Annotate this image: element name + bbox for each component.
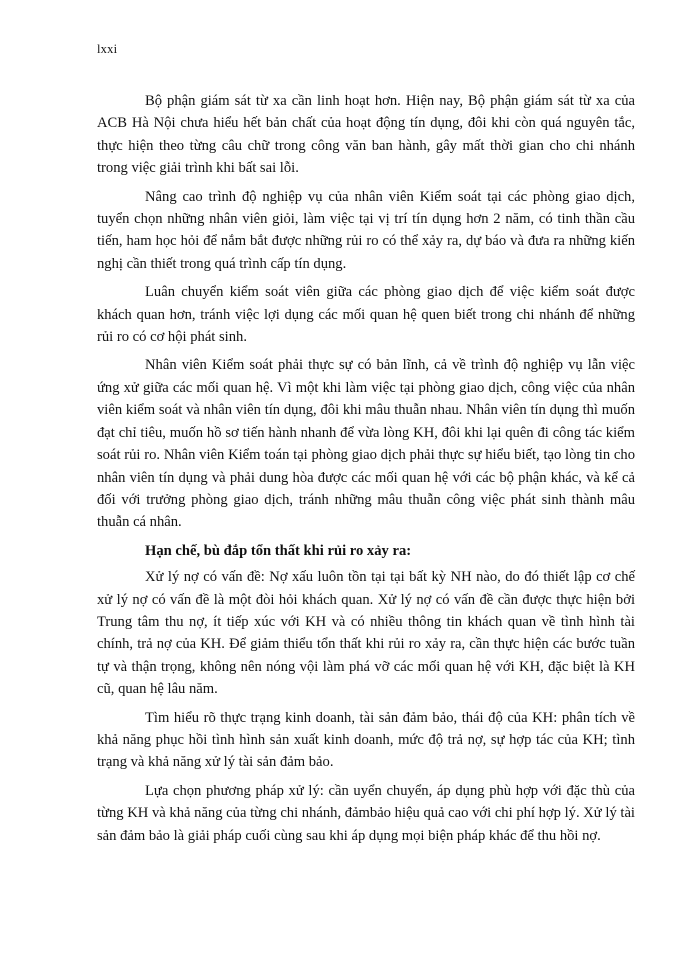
paragraph-choose-method: Lựa chọn phương pháp xử lý: cần uyển chuyển, áp dụng phù hợp với đặc thù của từng KH và khả năng của từng chi nhánh, đảmbảo hiệu quả cao với chi phí hợp lý. Xử lý tài sản đảm bảo là giải pháp cuối cùng sau khi áp dụng mọi biện pháp khác để thu hồi nợ. xyxy=(97,782,635,844)
page-number: lxxi xyxy=(97,42,118,56)
paragraph-problem-debt-handling: Xử lý nợ có vấn đề: Nợ xấu luôn tồn tại tại bất kỳ NH nào, do đó thiết lập cơ chế xử lý nợ có vấn đề là một đòi hỏi khách quan. Xử lý nợ có vấn đề cần được thực hiện bởi Trung tâm thu nợ, ít tiếp xúc với KH và có nhiều thông tin khách quan về tình hình tài chính, trả nợ của KH. Để giảm thiểu tổn thất khi rủi ro xảy ra, cần thực hiện các bước tuần tự và thận trọng, không nên nóng vội làm phá vỡ các mối quan hệ với KH, đặc biệt là KH cũ, quan hệ lâu năm. xyxy=(97,569,635,698)
paragraph-remote-supervision: Bộ phận giám sát từ xa cần linh hoạt hơn. Hiện nay, Bộ phận giám sát từ xa của ACB Hà Nội chưa hiểu hết bản chất của hoạt động tín dụng, đôi khi còn quá nguyên tắc, thực hiện theo từng câu chữ trong công văn ban hành, gây mất thời gian cho chi nhánh trong việc giải trình khi bất sai lỗi. xyxy=(97,93,635,177)
paragraph-rotate-controllers: Luân chuyển kiểm soát viên giữa các phòng giao dịch để việc kiểm soát được khách quan hơn, tránh việc lợi dụng các mối quan hệ quen biết trong chi nhánh để những rủi ro có cơ hội phát sinh. xyxy=(97,284,635,346)
page-content xyxy=(97,90,635,853)
paragraph-improve-controller-skills: Nâng cao trình độ nghiệp vụ của nhân viên Kiểm soát tại các phòng giao dịch, tuyển chọn những nhân viên giỏi, làm việc tại vị trí tín dụng hơn 2 năm, có tinh thần cầu tiến, ham học hỏi để nắm bắt được những rủi ro có thể xảy ra, dự báo và đưa ra những kiến nghị cần thiết trong quá trình cấp tín dụng. xyxy=(97,188,635,272)
paragraph-understand-situation: Tìm hiểu rõ thực trạng kinh doanh, tài sản đảm bảo, thái độ của KH: phân tích về khả năng phục hồi tình hình sản xuất kinh doanh, mức độ trả nợ, sự hợp tác của KH; tình trạng và khả năng xử lý tài sản đảm bảo. xyxy=(97,709,635,771)
paragraph-controller-integrity: Nhân viên Kiểm soát phải thực sự có bản lĩnh, cả về trình độ nghiệp vụ lẫn việc ứng xử giữa các mối quan hệ. Vì một khi làm việc tại phòng giao dịch, công việc của nhân viên kiểm soát và nhân viên tín dụng, đôi khi mâu thuẫn nhau. Nhân viên tín dụng thì muốn đạt chỉ tiêu, muốn hồ sơ tiến hành nhanh để vừa lòng KH, đôi khi lại quên đi công tác kiểm soát rủi ro. Nhân viên Kiểm toán tại phòng giao dịch phải thực sự hiểu biết, tạo lòng tin cho nhân viên tín dụng và phải dung hòa được các mối quan hệ với các bộ phận khác, và kể cả đối với trưởng phòng giao dịch, tránh những mâu thuẫn công việc phát sinh thành mâu thuẫn cá nhân. xyxy=(97,357,635,531)
section-heading: Hạn chế, bù đắp tổn thất khi rủi ro xảy ra: xyxy=(145,542,412,559)
